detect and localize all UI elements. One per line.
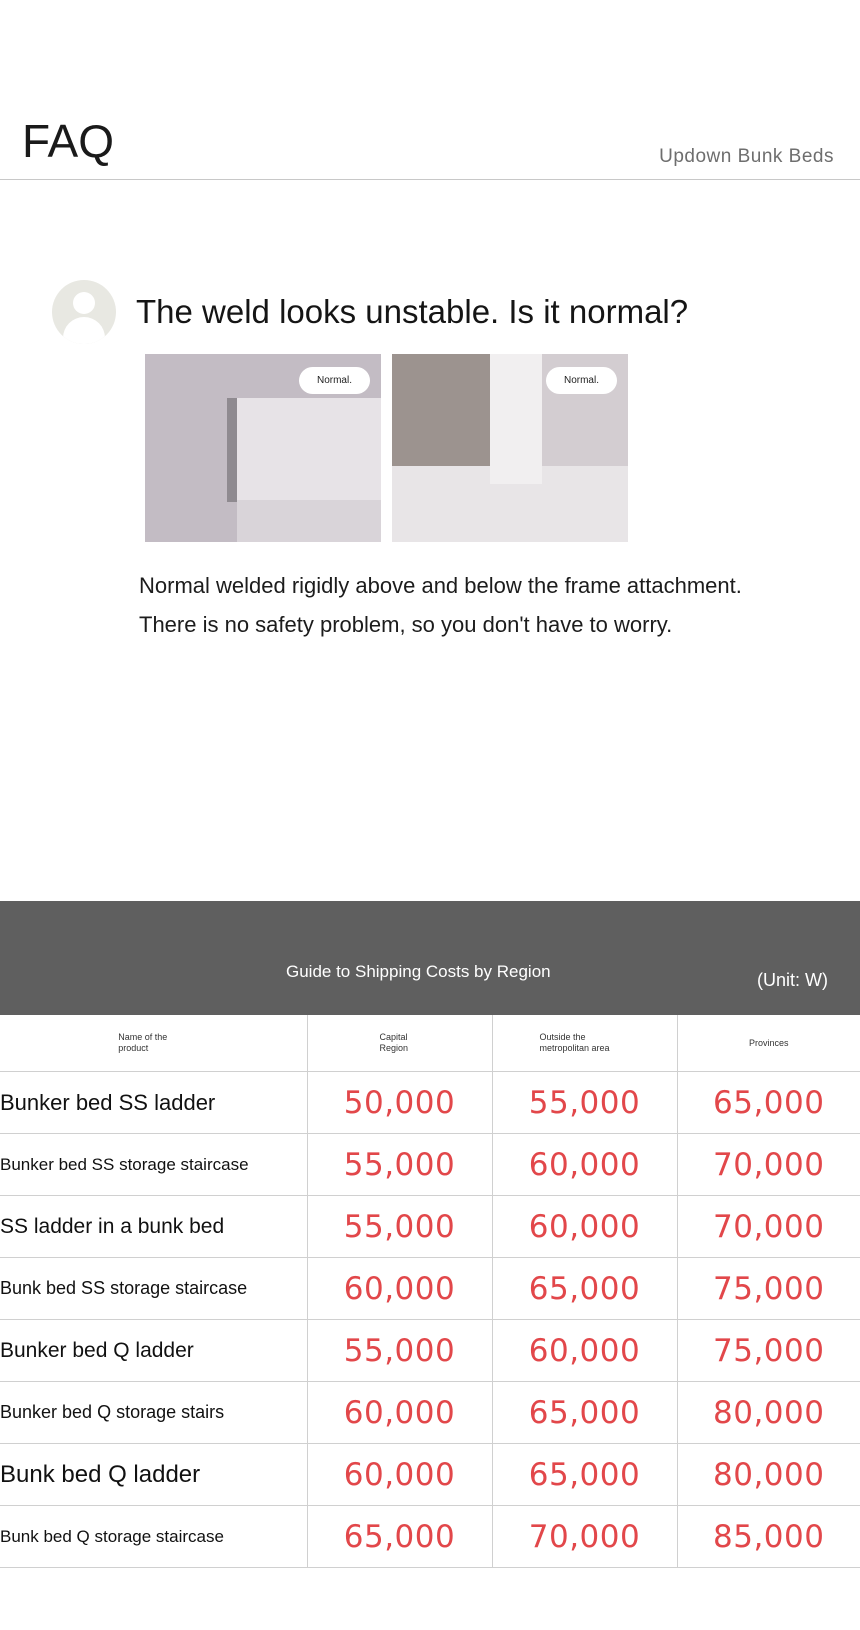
price-outside: 60,000 xyxy=(492,1320,677,1382)
faq-title: FAQ xyxy=(22,115,115,167)
price-capital: 50,000 xyxy=(307,1072,492,1134)
product-name: Bunk bed SS storage staircase xyxy=(0,1258,307,1320)
column-header-outside: Outside the metropolitan area xyxy=(492,1015,677,1072)
shipping-unit: (Unit: W) xyxy=(757,970,828,990)
answer-line: Normal welded rigidly above and below the frame attachment. xyxy=(139,573,742,598)
product-name: Bunker bed SS storage staircase xyxy=(0,1134,307,1196)
price-capital: 60,000 xyxy=(307,1258,492,1320)
price-capital: 65,000 xyxy=(307,1506,492,1568)
table-row xyxy=(0,1444,860,1506)
shipping-header-bar xyxy=(0,901,860,1015)
table-header-row xyxy=(0,1015,860,1072)
answer-line: There is no safety problem, so you don't have to worry. xyxy=(139,612,673,637)
price-outside: 60,000 xyxy=(492,1196,677,1258)
table-row xyxy=(0,1320,860,1382)
column-header-provinces: Provinces xyxy=(677,1015,860,1072)
header-divider xyxy=(0,179,860,180)
price-outside: 65,000 xyxy=(492,1258,677,1320)
price-outside: 60,000 xyxy=(492,1134,677,1196)
column-header-capital: Capital Region xyxy=(307,1015,492,1072)
table-row xyxy=(0,1258,860,1320)
price-outside: 70,000 xyxy=(492,1506,677,1568)
product-name: Bunker bed Q ladder xyxy=(0,1320,307,1382)
product-name: SS ladder in a bunk bed xyxy=(0,1196,307,1258)
product-name: Bunker bed SS ladder xyxy=(0,1072,307,1134)
faq-question: The weld looks unstable. Is it normal? xyxy=(136,293,689,330)
photo-label: Normal. xyxy=(546,367,617,394)
table-row xyxy=(0,1196,860,1258)
price-outside: 65,000 xyxy=(492,1382,677,1444)
shipping-table xyxy=(0,1015,860,1568)
table-row xyxy=(0,1382,860,1444)
price-provinces: 80,000 xyxy=(677,1382,860,1444)
product-name: Bunk bed Q ladder xyxy=(0,1444,307,1506)
price-capital: 60,000 xyxy=(307,1444,492,1506)
price-provinces: 65,000 xyxy=(677,1072,860,1134)
weld-photo-1 xyxy=(145,354,381,542)
price-provinces: 75,000 xyxy=(677,1258,860,1320)
price-provinces: 80,000 xyxy=(677,1444,860,1506)
product-name: Bunker bed Q storage stairs xyxy=(0,1382,307,1444)
price-provinces: 70,000 xyxy=(677,1196,860,1258)
brand-name: Updown Bunk Beds xyxy=(659,146,834,167)
price-outside: 65,000 xyxy=(492,1444,677,1506)
price-capital: 55,000 xyxy=(307,1134,492,1196)
product-name: Bunk bed Q storage staircase xyxy=(0,1506,307,1568)
price-provinces: 75,000 xyxy=(677,1320,860,1382)
photo-label: Normal. xyxy=(299,367,370,394)
weld-photo-2 xyxy=(392,354,628,542)
price-outside: 55,000 xyxy=(492,1072,677,1134)
table-row xyxy=(0,1072,860,1134)
price-capital: 55,000 xyxy=(307,1196,492,1258)
table-row xyxy=(0,1134,860,1196)
price-provinces: 85,000 xyxy=(677,1506,860,1568)
faq-answer xyxy=(139,566,839,644)
price-capital: 55,000 xyxy=(307,1320,492,1382)
price-provinces: 70,000 xyxy=(677,1134,860,1196)
avatar-icon xyxy=(52,280,116,344)
shipping-title: Guide to Shipping Costs by Region xyxy=(286,962,551,981)
table-row xyxy=(0,1506,860,1568)
price-capital: 60,000 xyxy=(307,1382,492,1444)
column-header-product: Name of the product xyxy=(0,1015,307,1072)
